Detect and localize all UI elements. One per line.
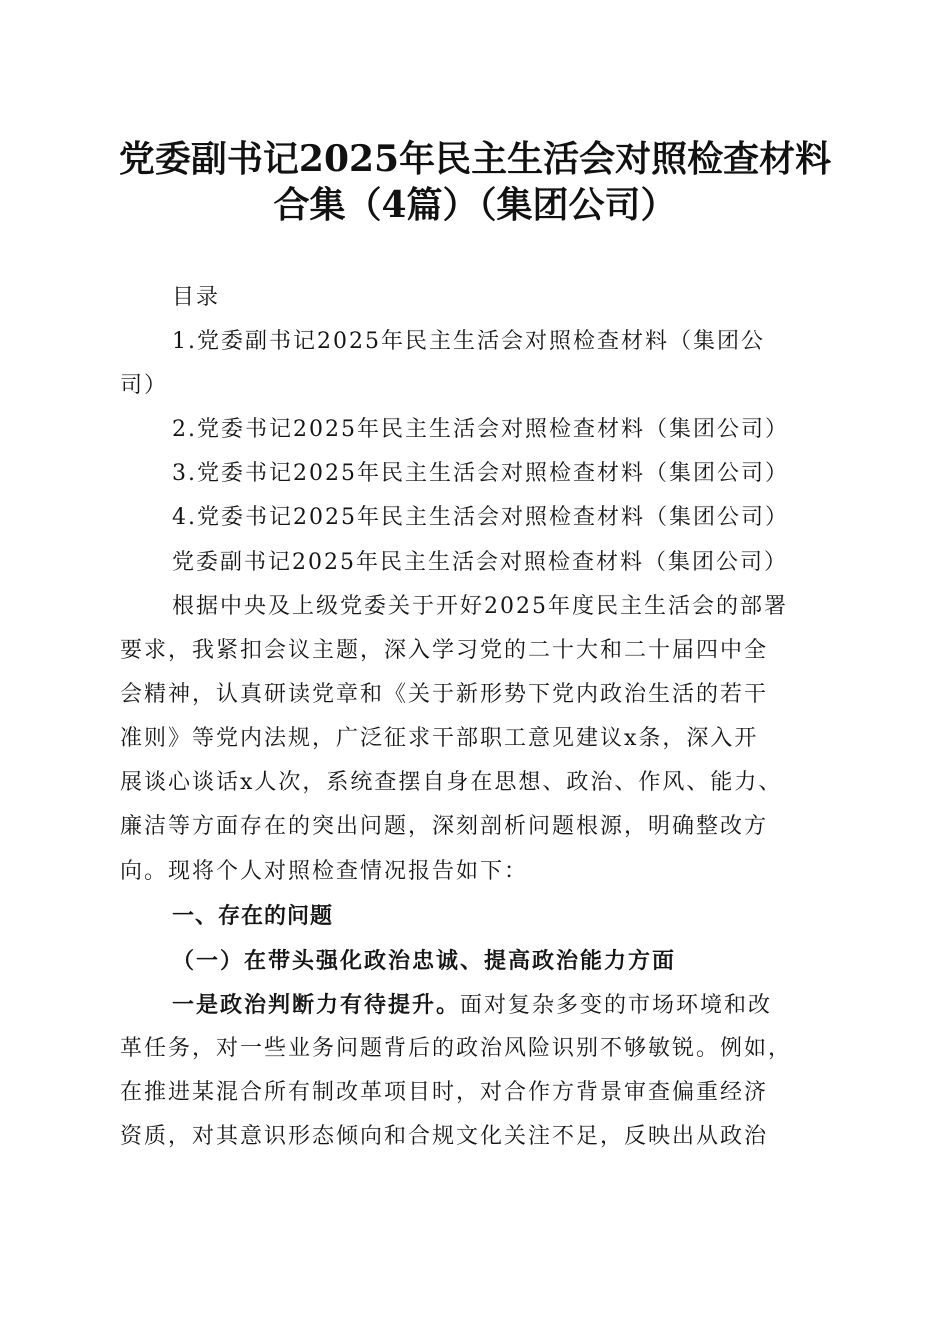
body-line: 在推进某混合所有制改革项目时，对合作方背景审查偏重经济 — [120, 1080, 769, 1105]
toc-heading: 目录 — [172, 285, 221, 310]
toc-item-2: 2.党委书记2025年民主生活会对照检查材料（集团公司） — [172, 417, 789, 442]
intro-line: 根据中央及上级党委关于开好2025年度民主生活会的部署 — [172, 594, 788, 619]
body-line: 革任务，对一些业务问题背后的政治风险识别不够敏锐。例如， — [120, 1036, 793, 1061]
toc-item-1: 1.党委副书记2025年民主生活会对照检查材料（集团公 — [172, 329, 765, 354]
section-heading: 一、存在的问题 — [172, 904, 334, 929]
intro-line: 要求，我紧扣会议主题，深入学习党的二十大和二十届四中全 — [120, 638, 769, 663]
point-1-lead: 一是政治判断力有待提升。 — [172, 992, 461, 1018]
document-title-line-2: 合集（4篇）（集团公司） — [273, 184, 677, 226]
toc-item-4: 4.党委书记2025年民主生活会对照检查材料（集团公司） — [172, 505, 789, 530]
body-line: 资质，对其意识形态倾向和合规文化关注不足，反映出从政治 — [120, 1124, 769, 1149]
toc-item-1-continued: 司） — [120, 373, 169, 398]
toc-item-3: 3.党委书记2025年民主生活会对照检查材料（集团公司） — [172, 461, 789, 486]
intro-line: 会精神，认真研读党章和《关于新形势下党内政治生活的若干 — [120, 682, 769, 707]
intro-line: 展谈心谈话x人次，系统查摆自身在思想、政治、作风、能力、 — [120, 770, 783, 795]
intro-line: 准则》等党内法规，广泛征求干部职工意见建议x条，深入开 — [120, 726, 759, 751]
intro-line: 廉洁等方面存在的突出问题，深刻剖析问题根源，明确整改方 — [120, 814, 769, 839]
point-1-text: 面对复杂多变的市场环境和改 — [460, 993, 773, 1018]
subsection-heading: （一）在带头强化政治忠诚、提高政治能力方面 — [172, 948, 677, 974]
point-1-first-line — [172, 990, 840, 1021]
document-title-line-1: 党委副书记2025年民主生活会对照检查材料 — [118, 138, 832, 180]
article-subtitle: 党委副书记2025年民主生活会对照检查材料（集团公司） — [172, 550, 788, 575]
intro-line: 向。现将个人对照检查情况报告如下： — [120, 859, 529, 884]
